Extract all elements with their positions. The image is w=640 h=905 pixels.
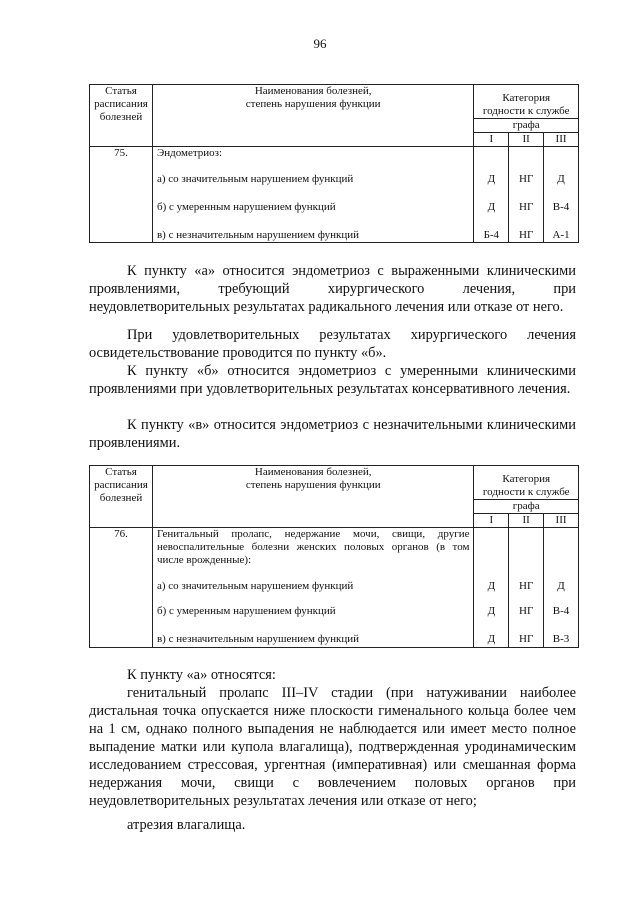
row-b-col-1: Д <box>487 605 496 617</box>
paragraph-75-a: К пункту «а» относится эндометриоз с выраженными клиническими проявлениями, требующий хирургического лечения, при неудовлетворительных результатах радикального лечения или отказе от него. <box>89 263 576 315</box>
row-a-col-3: Д <box>557 580 565 592</box>
article-number: 75. <box>90 147 153 243</box>
row-b-col-3: В-4 <box>552 605 570 617</box>
row-b-label: б) с умеренным нарушением функций <box>156 605 336 617</box>
row-c-col-1: Б-4 <box>483 229 500 241</box>
paragraph-76-a-atresia: атрезия влагалища. <box>127 817 246 833</box>
paragraph-76-a-prolapse: генитальный пролапс III–IV стадии (при натуживании наиболее дистальная точка опускается ниже плоскости гименального кольца более чем на 1 см, однако полного выпадения не наблюдается или имеет место полное выпадение матки или купола влагалища), подтвержденная уродинамическим исследованием стрессовая, ургентная (императивная) или смешанная форма недержания мочи, свищи с вовлечением половых органов при неудовлетворительных результатах лечения или отказе от него; <box>89 685 576 809</box>
header-disease-name: Наименования болезней, степень нарушения функции <box>152 85 473 147</box>
paragraph-76-a-heading: К пункту «а» относятся: <box>127 667 276 683</box>
row-a-col-1: Д <box>487 173 496 185</box>
header-article: Статья расписания болезней <box>90 85 153 147</box>
paragraph-75-c: К пункту «в» относится эндометриоз с незначительными клиническими проявлениями. <box>89 417 576 451</box>
disease-cell <box>152 147 473 243</box>
col-3-values <box>544 147 579 243</box>
header-col-3: III <box>544 514 579 528</box>
row-c-col-1: Д <box>487 633 496 645</box>
header-col-1: I <box>474 514 509 528</box>
row-a-label: а) со значительным нарушением функций <box>156 580 354 592</box>
row-c-col-2: НГ <box>519 229 534 241</box>
row-b-col-2: НГ <box>519 605 534 617</box>
disease-title: Генитальный пролапс, недержание мочи, свищи, другие невоспалительные болезни женских половых органов (в том числе врожденные): <box>156 528 470 566</box>
col-3-values <box>544 528 579 648</box>
header-col-2: II <box>509 514 544 528</box>
header-col-1: I <box>474 133 509 147</box>
paragraph-75-b: К пункту «б» относится эндометриоз с умеренными клиническими проявлениями при удовлетворительных результатах консервативного лечения. <box>89 363 576 397</box>
row-c-label: в) с незначительным нарушением функций <box>156 229 359 241</box>
row-c-col-2: НГ <box>519 633 534 645</box>
header-grafa: графа <box>474 500 579 514</box>
disease-cell <box>152 528 474 648</box>
row-a-col-3: Д <box>557 173 565 185</box>
col-1-values <box>474 147 509 243</box>
row-c-col-3: В-3 <box>552 633 570 645</box>
header-col-3: III <box>544 133 579 147</box>
disease-title: Эндометриоз: <box>156 147 223 159</box>
table-article-76 <box>89 465 579 648</box>
row-b-label: б) с умеренным нарушением функций <box>156 201 336 213</box>
header-article: Статья расписания болезней <box>90 466 153 528</box>
row-a-col-2: НГ <box>519 580 534 592</box>
page-number: 96 <box>313 36 327 51</box>
row-b-col-1: Д <box>487 201 496 213</box>
col-2-values <box>509 528 544 648</box>
header-category: Категория годности к службе <box>474 466 579 500</box>
paragraph-75-satisfactory: При удовлетворительных результатах хирургического лечения освидетельствование проводится по пункту «б». <box>89 327 576 361</box>
header-col-2: II <box>509 133 544 147</box>
row-c-label: в) с незначительным нарушением функций <box>156 633 359 645</box>
row-a-col-2: НГ <box>519 173 534 185</box>
header-category: Категория годности к службе <box>474 85 579 119</box>
row-b-col-2: НГ <box>519 201 534 213</box>
table-article-75 <box>89 84 579 243</box>
row-a-label: а) со значительным нарушением функций <box>156 173 354 185</box>
row-c-col-3: А-1 <box>552 229 570 241</box>
header-grafa: графа <box>474 119 579 133</box>
header-disease-name: Наименования болезней, степень нарушения функции <box>152 466 474 528</box>
row-b-col-3: В-4 <box>552 201 570 213</box>
col-1-values <box>474 528 509 648</box>
row-a-col-1: Д <box>487 580 496 592</box>
col-2-values <box>509 147 544 243</box>
article-number: 76. <box>90 528 153 648</box>
